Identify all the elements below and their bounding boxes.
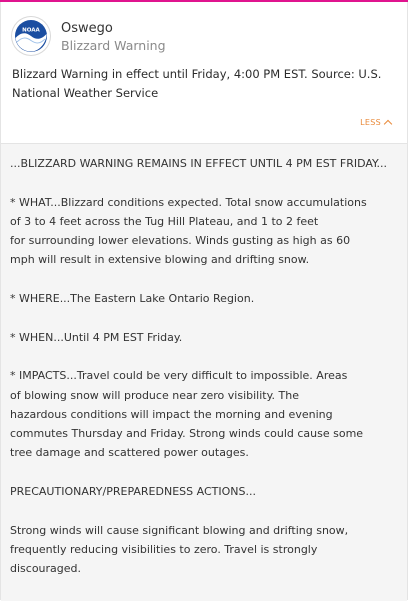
details-what-line: mph will result in extensive blowing and drifting snow. [10, 253, 310, 267]
details-where: * WHERE...The Eastern Lake Ontario Region. [10, 292, 255, 306]
details-precautionary-heading: PRECAUTIONARY/PREPAREDNESS ACTIONS... [10, 485, 256, 499]
alert-card [0, 2, 408, 600]
details-what-line: of 3 to 4 feet across the Tug Hill Plateau, and 1 to 2 feet [10, 214, 319, 228]
noaa-logo-icon [12, 17, 50, 55]
less-toggle-button[interactable] [360, 118, 391, 127]
details-headline: ...BLIZZARD WARNING REMAINS IN EFFECT UNTIL 4 PM EST FRIDAY... [10, 157, 388, 170]
alert-type: Blizzard Warning [61, 38, 166, 53]
chevron-up-icon [384, 120, 392, 128]
details-precautionary-line: Strong winds will cause significant blowing and drifting snow, [10, 523, 349, 537]
less-label: LESS [360, 118, 381, 127]
alert-header [1, 2, 407, 142]
details-impacts-line: of blowing snow will produce near zero visibility. The [10, 388, 299, 402]
details-impacts-line: tree damage and scattered power outages. [10, 446, 249, 460]
alert-summary: Blizzard Warning in effect until Friday, 4:00 PM EST. Source: U.S. National Weather Service [12, 67, 382, 100]
details-what-line: for surrounding lower elevations. Winds gusting as high as 60 [10, 234, 351, 248]
location-title: Oswego [61, 21, 113, 36]
logo-text: NOAA [22, 27, 40, 34]
details-impacts-line: commutes Thursday and Friday. Strong winds could cause some [10, 427, 364, 441]
details-when: * WHEN...Until 4 PM EST Friday. [10, 330, 183, 344]
details-what-line: * WHAT...Blizzard conditions expected. Total snow accumulations [10, 195, 367, 209]
alert-details-text [10, 154, 395, 579]
details-precautionary-line: discouraged. [10, 562, 82, 576]
alert-details-panel [1, 143, 407, 601]
details-precautionary-line: frequently reducing visibilities to zero. Travel is strongly [10, 542, 318, 556]
details-impacts-line: * IMPACTS...Travel could be very difficult to impossible. Areas [10, 369, 348, 383]
details-impacts-line: hazardous conditions will impact the morning and evening [10, 407, 333, 421]
